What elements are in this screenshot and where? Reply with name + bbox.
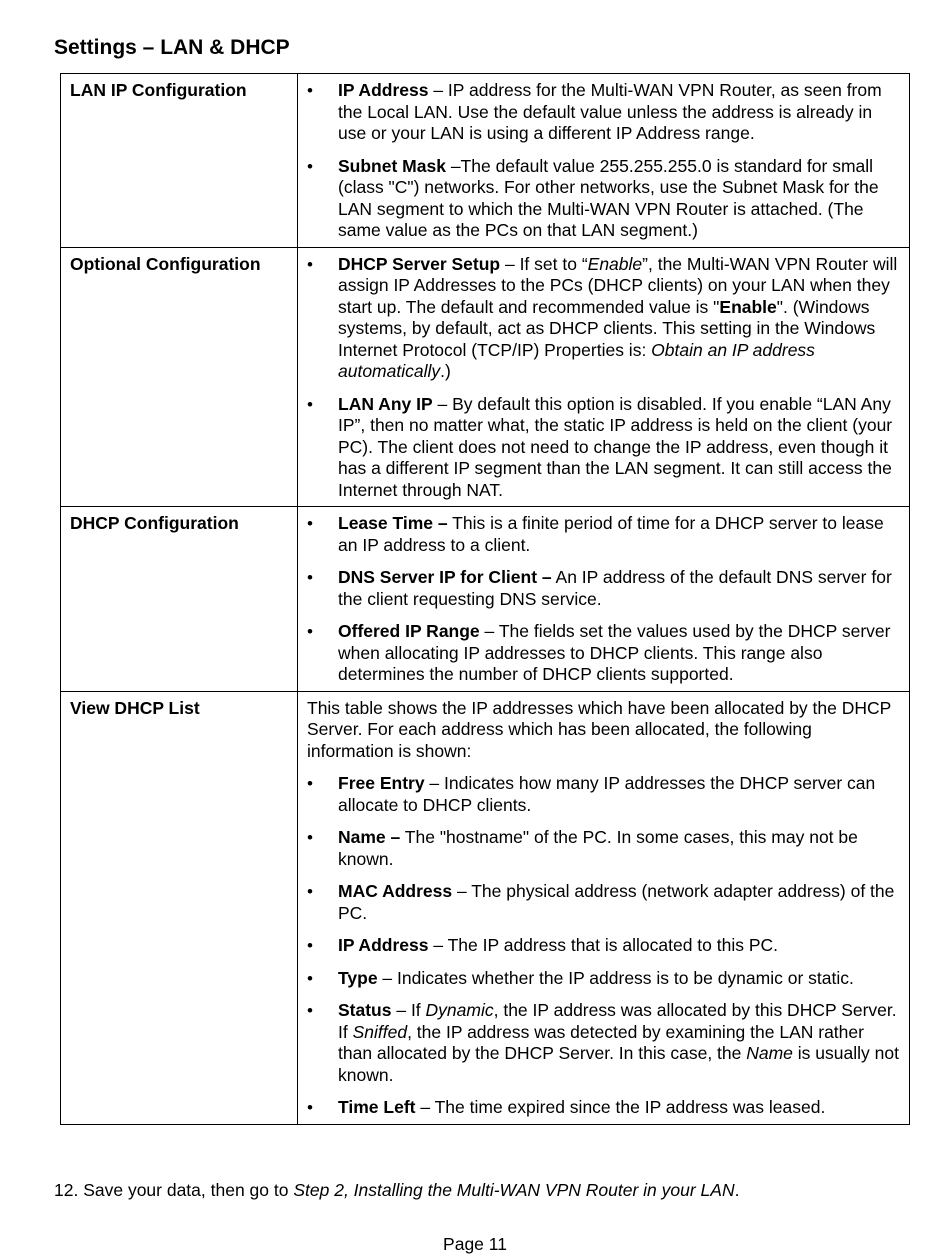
term: Name – xyxy=(338,827,401,847)
text: – If set to “ xyxy=(500,253,588,274)
setting-description xyxy=(298,74,910,248)
bullet-list xyxy=(307,773,901,1119)
bullet-list xyxy=(307,254,901,502)
list-item xyxy=(307,156,901,242)
emphasis: Obtain an IP address automatically xyxy=(338,339,815,381)
term: Offered IP Range xyxy=(338,621,480,641)
term: DHCP Server Setup xyxy=(338,253,501,274)
text: An IP address of the default DNS server for the client requesting DNS service. xyxy=(338,567,892,609)
list-item xyxy=(307,621,901,686)
list-item xyxy=(307,881,901,924)
page-title: Settings – LAN & DHCP xyxy=(54,36,290,59)
setting-description xyxy=(298,247,910,507)
text: – The physical address (network adapter address) of the PC. xyxy=(338,881,895,923)
text: This is a finite period of time for a DHCP server to lease an IP address to a client. xyxy=(338,513,884,555)
settings-table xyxy=(60,73,910,1125)
text: – The time expired since the IP address was leased. xyxy=(415,1097,826,1117)
section-intro: This table shows the IP addresses which have been allocated by the DHCP Server. For each address which has been allocated, the following information is shown: xyxy=(307,697,891,761)
setting-description xyxy=(298,507,910,692)
list-item xyxy=(307,394,901,502)
text: – By default this option is disabled. If you enable “LAN Any IP”, then no matter what, the static IP address is held on the client (your PC). The client does not need to change the IP address, even though it has a different IP segment than the LAN segment. It can still access the Internet through NAT. xyxy=(338,393,893,500)
term: MAC Address xyxy=(338,881,453,901)
text: is usually not known. xyxy=(338,1043,899,1085)
settings-row xyxy=(61,691,910,1124)
text: ”, the Multi-WAN VPN Router will assign IP Addresses to the PCs (DHCP clients) on your LAN when they start up. The default and recommended value is " xyxy=(338,253,898,317)
list-item xyxy=(307,567,901,610)
text: – The fields set the values used by the DHCP server when allocating IP addresses to DHCP clients. This range also determines the number of DHCP clients supported. xyxy=(338,621,891,684)
page-number: Page 11 xyxy=(443,1234,507,1254)
list-item xyxy=(307,968,901,990)
term: Enable xyxy=(719,296,777,317)
text: .) xyxy=(440,361,451,381)
term: Time Left xyxy=(338,1097,416,1117)
list-item xyxy=(307,935,901,957)
text: – The IP address that is allocated to this PC. xyxy=(428,935,779,955)
settings-row xyxy=(61,247,910,507)
emphasis: Name xyxy=(746,1043,793,1063)
text: –The default value 255.255.255.0 is standard for small (class "C") networks. For other networks, use the Subnet Mask for the LAN segment to which the Multi-WAN VPN Router is attached. (The same value as the PCs on that LAN segment.) xyxy=(338,155,879,240)
text: The "hostname" of the PC. In some cases, this may not be known. xyxy=(338,827,858,869)
term: Lease Time – xyxy=(338,513,448,533)
setting-description xyxy=(298,691,910,1124)
list-item xyxy=(307,773,901,816)
text: . xyxy=(734,1180,740,1200)
term: Type xyxy=(338,967,378,988)
setting-label: DHCP Configuration xyxy=(61,507,298,692)
list-item xyxy=(307,1000,901,1086)
term: Free Entry xyxy=(338,773,425,793)
term: LAN Any IP xyxy=(338,393,433,414)
settings-rows xyxy=(61,74,910,1125)
term: Status xyxy=(338,1000,392,1020)
bullet-list xyxy=(307,513,901,686)
emphasis: Enable xyxy=(587,253,643,274)
term: IP Address xyxy=(338,80,429,100)
step-instruction xyxy=(54,1180,739,1201)
text: , the IP address was allocated by this DHCP Server. If xyxy=(338,1000,897,1042)
term: DNS Server IP for Client – xyxy=(338,567,552,587)
text: ". (Windows systems, by default, act as DHCP clients. This setting in the Windows Internet Protocol (TCP/IP) Properties is: xyxy=(338,296,876,360)
text: – IP address for the Multi-WAN VPN Router, as seen from the Local LAN. Use the default value unless the address is already in use or your LAN is using a different IP Address range. xyxy=(338,80,882,143)
emphasis: Dynamic xyxy=(425,1000,494,1020)
setting-label: View DHCP List xyxy=(61,691,298,1124)
text: – Indicates whether the IP address is to be dynamic or static. xyxy=(377,967,854,988)
text: , the IP address was detected by examining the LAN rather than allocated by the DHCP Server. In this case, the xyxy=(338,1021,864,1063)
emphasis: Step 2, Installing the Multi-WAN VPN Router in your LAN xyxy=(293,1180,735,1200)
setting-label: Optional Configuration xyxy=(61,247,298,507)
text: – Indicates how many IP addresses the DHCP server can allocate to DHCP clients. xyxy=(338,773,876,815)
setting-label: LAN IP Configuration xyxy=(61,74,298,248)
settings-row xyxy=(61,74,910,248)
list-item xyxy=(307,254,901,383)
list-item xyxy=(307,827,901,870)
list-item xyxy=(307,80,901,145)
emphasis: Sniffed xyxy=(352,1021,408,1042)
term: IP Address xyxy=(338,935,429,955)
text: 12. Save your data, then go to xyxy=(54,1180,294,1200)
list-item xyxy=(307,1097,901,1119)
text: – If xyxy=(391,1000,426,1020)
term: Subnet Mask xyxy=(338,155,446,176)
list-item xyxy=(307,513,901,556)
settings-row xyxy=(61,507,910,692)
bullet-list xyxy=(307,80,901,242)
